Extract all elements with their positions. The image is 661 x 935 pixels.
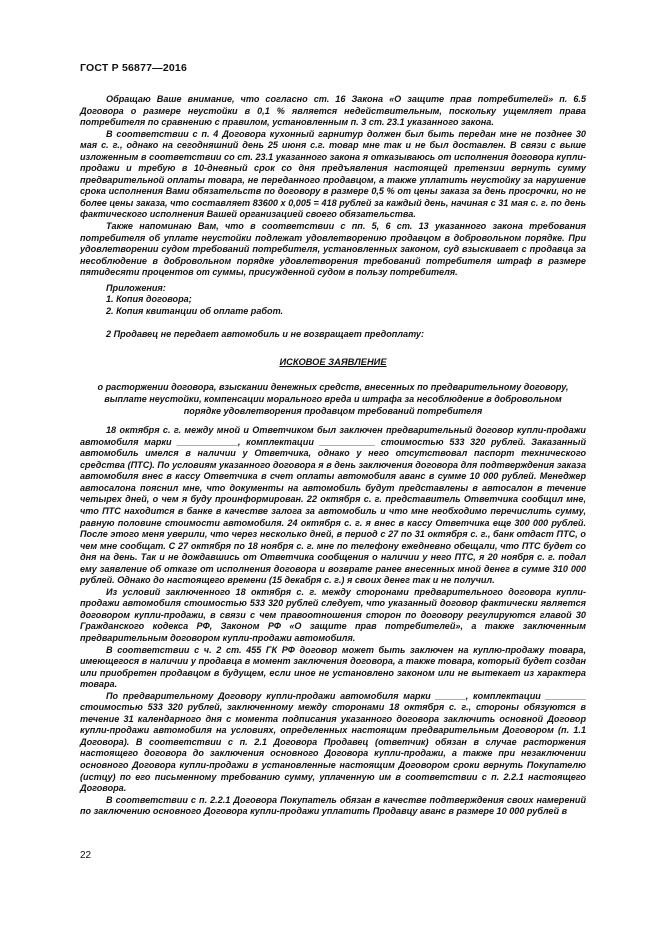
paragraph-voluntary-satisfaction: Также напоминаю Вам, что в соответствии с пп. 5, 6 ст. 13 указанного закона требования потребителя об уплате неустойки подлежат удовлетворению продавцом в добровольном порядке. При удовлетворении судом требований потребителя, установленных законом, суд взыскивает с продавца за несоблюдение в добровольном порядке удовлетворения требований потребителя штраф в размере пятидесяти процентов от суммы, присужденной судом в пользу потребителя. — [80, 221, 586, 278]
paragraph-advance-payment: В соответствии с п. 2.2.1 Договора Покупатель обязан в качестве подтверждения своих намерений по заключению основного Договора купли-продажи уплатить Продавцу аванс в размере 10 000 рублей в — [80, 794, 586, 817]
example-note-2: 2 Продавец не передает автомобиль и не возвращает предоплату: — [106, 329, 425, 340]
attachments-label: Приложения: — [106, 282, 166, 293]
attachment-item-2: 2. Копия квитанции об оплате работ. — [106, 305, 284, 316]
attachment-item-1: 1. Копия договора; — [106, 294, 192, 305]
paragraph-contract-nature: Из условий заключенного 18 октября с. г. между сторонами предварительного договора купли-продажи автомобиля стоимостью 533 320 рублей следует, что указанный договор фактически является договором купли-продажи, в связи с чем правоотношения сторон по договору регулируются главой 30 Гражданского кодекса РФ, Законом РФ «О защите прав потребителей», а также заключенным предварительным договором купли-продажи автомобиля. — [80, 586, 586, 643]
claim-subtitle: о расторжении договора, взыскании денежных средств, внесенных по предварительному договору, выплате неустойки, компенсации морального вреда и штрафа за несоблюдение в добровольном порядке удовлетворения продавцом требований потребителя — [97, 382, 569, 416]
document-body — [80, 94, 586, 818]
paragraph-delivery-refusal: В соответствии с п. 4 Договора кухонный гарнитур должен был быть передан мне не позднее 30 мая с. г., однако на сегодняшний день 25 июня с.г. товар мне так и не был доставлен. В связи с выше изложенным в соответствии со ст. 23.1 указанного закона я отказываюсь от исполнения договора купли-продажи и требую в 10-дневный срок со дня предъявления настоящей претензии вернуть сумму предварительной оплаты товара, не переданного продавцом, а также уплатить неустойку за нарушение срока исполнения Вами обязательств по договору в размере 0,5 % от цены заказа за день просрочки, но не более цены заказа, что составляет 83600 х 0,005 = 418 рублей за каждый день, начиная с 31 мая с. г. по день фактического исполнения Вашей организацией своего обязательства. — [80, 128, 586, 220]
paragraph-preliminary-contract: 18 октября с. г. между мной и Ответчиком был заключен предварительный договор купли-продажи автомобиля марки ____________, комплектации ___________ стоимостью 533 320 рублей. Заказанный автомобиль имелся в наличии у Ответчика, однако у него отсутствовал паспорт технического средства (ПТС). По условиям указанного договора я в день заключения договора для подтверждения заказа автомобиля внес в кассу Ответчика в счет оплаты автомобиля аванс в сумме 10 000 рублей. Менеджер автосалона пояснил мне, что документы на автомобиль будут представлены в автосалон в течение четырех дней, о чем я буду проинформирован. 22 октября с. г. представитель Ответчика сообщил мне, что ПТС находится в банке в качестве залога за автомобиль и что мне необходимо перечислить сумму, равную половине стоимости автомобиля. 24 октября с. г. я внес в кассу Ответчика еще 300 000 рублей. После этого меня уверили, что через несколько дней, в период с 27 по 31 октября с. г., банк отдаст ПТС, о чем мне сообщат. С 27 октября по 18 ноября с. г. мне по телефону ежедневно обещали, что ПТС будет со дня на день. Так и не дождавшись от Ответчика сообщения о наличии у него ПТС, я 20 ноября с. г. подал ему заявление об отказе от исполнения договора и возврате ранее внесенных мной денег в сумме 310 000 рублей. Однако до настоящего времени (15 декабря с. г.) я своих денег так и не получил. — [80, 425, 586, 586]
paragraph-contract-terms: По предварительному Договору купли-продажи автомобиля марки ______, комплектации ________ стоимостью 533 320 рублей, заключенному между сторонами 18 октября с. г., стороны обязуются в течение 31 календарного дня с момента подписания указанного договора заключить основной Договор купли-продажи автомобиля на условиях, определенных настоящим предварительным Договором (п. 1.1 Договора). В соответствии с п. 2.1 Договора Продавец (ответчик) обязан в случае расторжения настоящего договора до заключения основного Договора купли-продажи, а также при незаключении основного Договора купли-продажи в установленные настоящим Договором сроки вернуть Покупателю (истцу) по его письменному требованию сумму, уплаченную им в соответствии с п. 2.2.1 настоящего Договора. — [80, 690, 586, 794]
claim-title: ИСКОВОЕ ЗАЯВЛЕНИЕ — [279, 356, 387, 367]
page-number: 22 — [80, 850, 92, 861]
paragraph-penalty-invalid: Обращаю Ваше внимание, что согласно ст. 16 Закона «О защите прав потребителей» п. 6.5 Договора о размере неустойки в 0,1 % является недействительным, поскольку ущемляет права потребителя по сравнению с правилом, установленным п. 3 ст. 23.1 указанного закона. — [80, 94, 586, 128]
paragraph-civil-code-455: В соответствии с ч. 2 ст. 455 ГК РФ договор может быть заключен на куплю-продажу товара, имеющегося в наличии у продавца в момент заключения договора, а также товара, который будет создан или приобретен продавцом в будущем, если иное не установлено законом или не вытекает из характера товара. — [80, 644, 586, 690]
standard-code-header: ГОСТ Р 56877—2016 — [80, 62, 188, 74]
